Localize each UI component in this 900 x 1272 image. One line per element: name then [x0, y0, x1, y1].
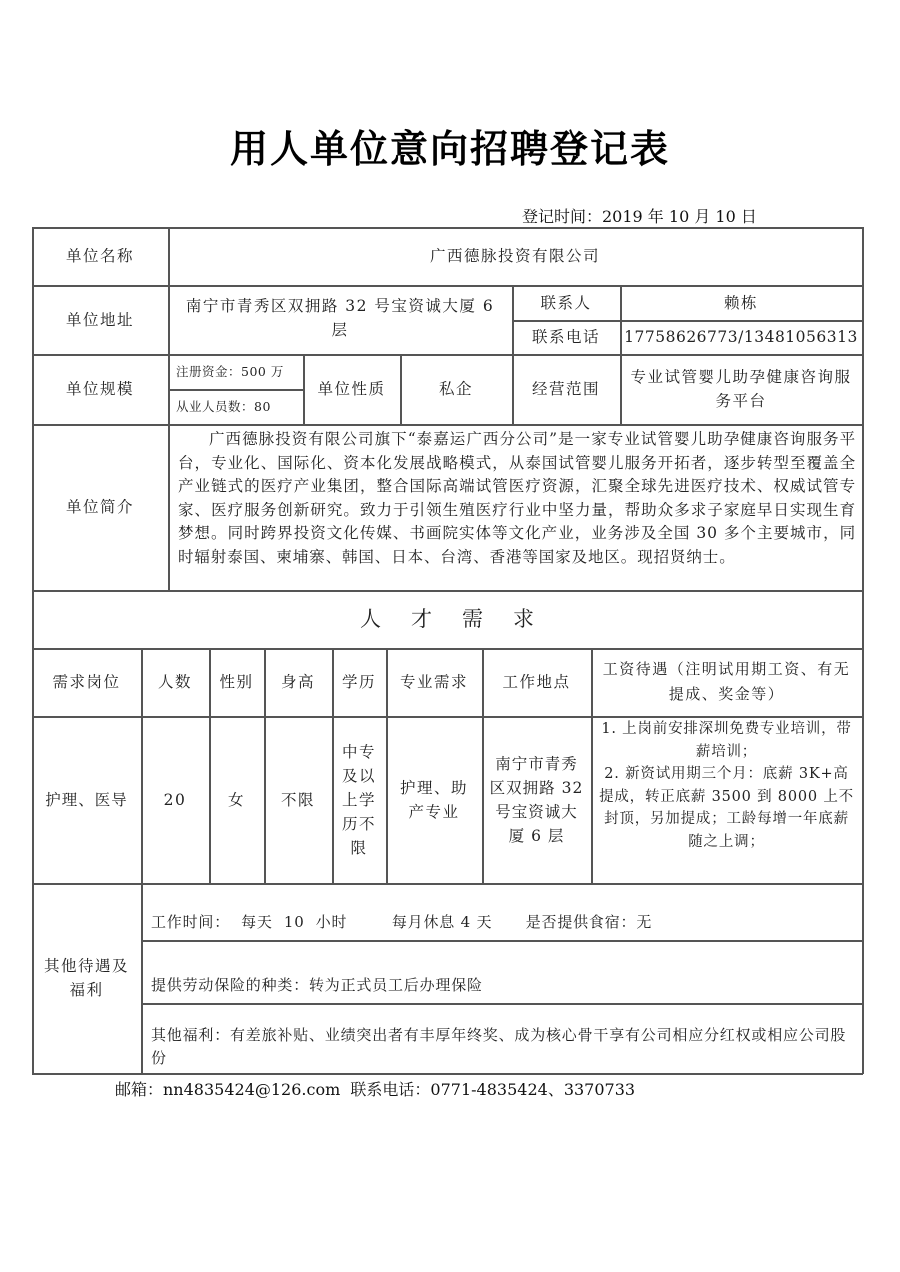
nature-label: 单位性质	[317, 380, 386, 398]
col-header-location: 工作地点	[502, 673, 571, 691]
employee-count: 从业人员数：80	[176, 398, 271, 414]
row-count: 20	[163, 790, 187, 809]
insurance-info: 提供劳动保险的种类：转为正式员工后办理保险	[151, 976, 483, 994]
company-address: 南宁市青秀区双拥路 32 号宝资诚大厦 6 层	[185, 297, 495, 339]
contact-phone: 17758626773/13481056313	[624, 328, 858, 346]
intro-label: 单位简介	[65, 498, 134, 516]
company-nature: 私企	[438, 380, 473, 398]
col-header-count: 人数	[157, 673, 192, 691]
row-salary	[591, 716, 862, 883]
other-benefits: 其他福利：有差旅补贴、业绩突出者有丰厚年终奖、成为核心骨干享有公司相应分红权或相应公司股份	[151, 1026, 847, 1067]
table-border-bottom	[32, 1073, 863, 1075]
business-scope-label: 经营范围	[531, 380, 600, 398]
business-scope: 专业试管婴儿助孕健康咨询服务平台	[630, 368, 852, 410]
work-hours: 工作时间： 每天 10 小时 每月休息 4 天 是否提供食宿：无	[151, 913, 653, 931]
row-position: 护理、医导	[45, 790, 128, 809]
address-label: 单位地址	[65, 310, 134, 329]
benefits-label: 其他待遇及福利	[43, 957, 129, 999]
row-height: 不限	[280, 790, 315, 809]
phone-label: 联系电话	[531, 328, 600, 346]
registered-capital: 注册资金：500 万	[176, 363, 284, 379]
col-header-height: 身高	[280, 673, 315, 691]
col-header-education: 学历	[341, 673, 376, 691]
col-header-gender: 性别	[219, 673, 254, 691]
row-gender: 女	[227, 790, 245, 809]
footer-contact: 邮箱：nn4835424@126.com 联系电话：0771-4835424、3370733	[115, 1080, 636, 1099]
contact-label: 联系人	[540, 293, 592, 312]
col-header-salary: 工资待遇（注明试用期工资、有无提成、奖金等）	[602, 660, 851, 703]
col-header-major: 专业需求	[399, 673, 468, 691]
company-name: 广西德脉投资有限公司	[429, 247, 600, 265]
col-header-position: 需求岗位	[52, 673, 121, 691]
salary-item-1: 1. 上岗前安排深圳免费专业培训，带薪培训；	[601, 721, 852, 760]
talent-heading: 人才需求	[360, 607, 564, 631]
scale-label: 单位规模	[65, 380, 134, 398]
row-major: 护理、助产专业	[399, 778, 468, 821]
row-location: 南宁市青秀区双拥路 32 号宝资诚大厦 6 层	[489, 754, 584, 845]
salary-item-2: 2. 新资试用期三个月：底薪 3K+高提成，转正底薪 3500 到 8000 上不封顶，另加提成；工龄每增一年底薪随之上调；	[599, 766, 854, 850]
row-education: 中专及以上学历不限	[341, 742, 376, 857]
company-name-label: 单位名称	[65, 247, 134, 265]
contact-person: 赖栋	[723, 293, 758, 312]
registration-date: 登记时间：2019 年 10 月 10 日	[522, 207, 757, 226]
document-title: 用人单位意向招聘登记表	[229, 127, 670, 171]
company-intro: 广西德脉投资有限公司旗下“泰嘉运广西分公司”是一家专业试管婴儿助孕健康咨询服务平台，专业化、国际化、资本化发展战略模式，从泰国试管婴儿服务开拓者，逐步转型至覆盖全产业链式的医疗产业集团，整合国际高端试管医疗资源，汇聚全球先进医疗技术、权威试管专家、医疗服务创新研究。致力于引领生殖医疗行业中坚力量，帮助众多求子家庭早日实现生育梦想。同时跨界投资文化传媒、书画院实体等文化产业，业务涉及全国 30 多个主要城市，同时辐射泰国、柬埔寨、韩国、日本、台湾、香港等国家及地区。现招贤纳士。	[178, 430, 856, 566]
